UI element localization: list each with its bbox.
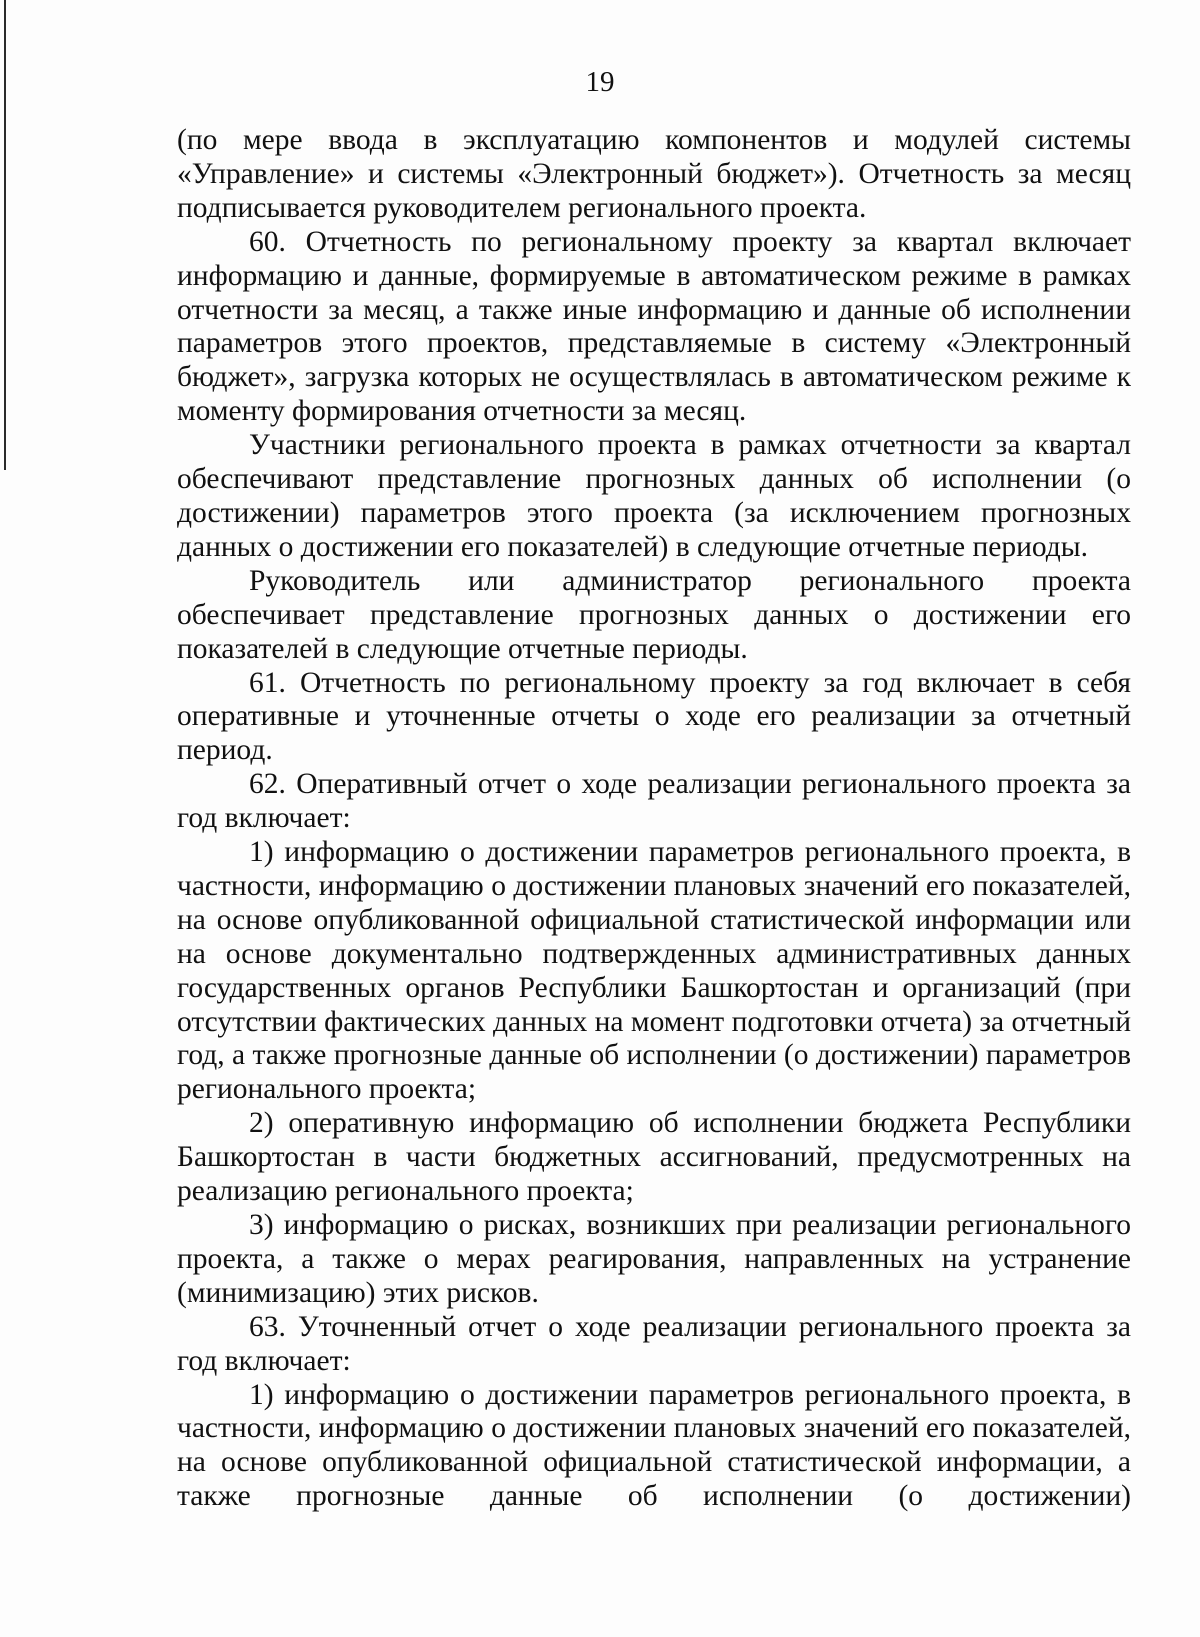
paragraph-61: 61. Отчетность по региональному проекту за год включает в себя оперативные и уточненные отчеты о ходе его реализации за отчетный период. xyxy=(177,666,1131,767)
paragraph-head-admin: Руководитель или администратор регионального проекта обеспечивает представление прогнозных данных о достижении его показателей в следующие отчетные периоды. xyxy=(177,564,1131,665)
paragraph-62-item-1: 1) информацию о достижении параметров регионального проекта, в частности, информацию о достижении плановых значений его показателей, на основе опубликованной официальной статистической информации или на основе документально подтвержденных административных данных государственных органов Республики Башкортостан и организаций (при отсутствии фактических данных на момент подготовки отчета) за отчетный год, а также прогнозные данные об исполнении (о достижении) параметров регионального проекта; xyxy=(177,836,1131,1106)
document-body xyxy=(177,124,1131,1514)
paragraph-continuation: (по мере ввода в эксплуатацию компонентов и модулей системы «Управление» и системы «Электронный бюджет»). Отчетность за месяц подписывается руководителем регионального проекта. xyxy=(177,124,1131,224)
paragraph-participants: Участники регионального проекта в рамках отчетности за квартал обеспечивают представление прогнозных данных об исполнении (о достижении) параметров этого проекта (за исключением прогнозных данных о достижении его показателей) в следующие отчетные периоды. xyxy=(177,429,1131,563)
paragraph-63-item-1: 1) информацию о достижении параметров регионального проекта, в частности, информацию о достижении плановых значений его показателей, на основе опубликованной официальной статистической информации, а также прогнозные данные об исполнении (о достижении) xyxy=(177,1378,1131,1513)
paragraph-62-item-3: 3) информацию о рисках, возникших при реализации регионального проекта, а также о мерах реагирования, направленных на устранение (минимизацию) этих рисков. xyxy=(177,1209,1131,1309)
paragraph-63: 63. Уточненный отчет о ходе реализации регионального проекта за год включает: xyxy=(177,1310,1131,1377)
paragraph-60: 60. Отчетность по региональному проекту за квартал включает информацию и данные, формируемые в автоматическом режиме в рамках отчетности за месяц, а также иные информацию и данные об исполнении параметров этого проектов, представляемые в систему «Электронный бюджет», загрузка которых не осуществлялась в автоматическом режиме к моменту формирования отчетности за месяц. xyxy=(177,225,1131,428)
page-number: 19 xyxy=(585,66,615,98)
paragraph-62: 62. Оперативный отчет о ходе реализации регионального проекта за год включает: xyxy=(177,768,1131,835)
paragraph-62-item-2: 2) оперативную информацию об исполнении бюджета Республики Башкортостан в части бюджетных ассигнований, предусмотренных на реализацию регионального проекта; xyxy=(177,1107,1131,1208)
